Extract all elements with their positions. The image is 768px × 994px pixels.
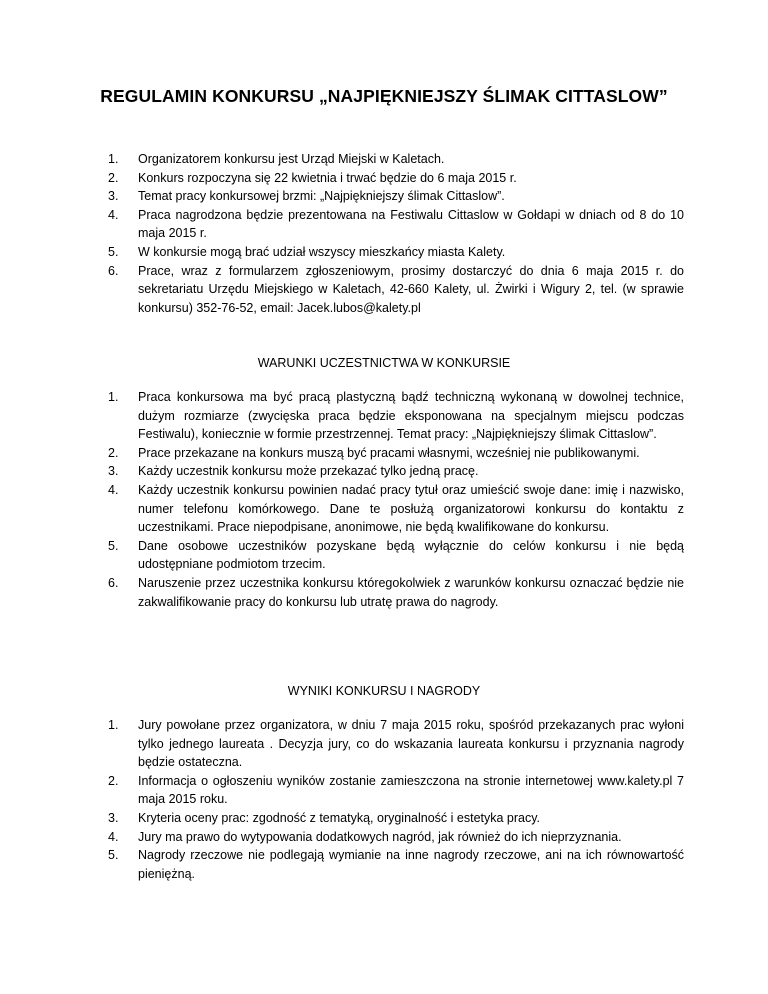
list-item: 3. Kryteria oceny prac: zgodność z tematyką, oryginalność i estetyka pracy.: [108, 810, 541, 825]
list-item: 2. Prace przekazane na konkurs muszą być pracami własnymi, wcześniej nie publikowanymi.: [108, 445, 640, 460]
list-item: 3. Temat pracy konkursowej brzmi: „Najpiękniejszy ślimak Cittaslow”.: [108, 189, 505, 204]
list-item: 1. Jury powołane przez organizatora, w dniu 7 maja 2015 roku, spośród przekazanych prac wyłoni tylko jednego laureata . Decyzja jury, co do wskazania laureata konkursu i przyznania nagrody będzie ostateczna.: [108, 718, 684, 770]
list-item: 3. Każdy uczestnik konkursu może przekazać tylko jedną pracę.: [108, 464, 479, 479]
list-item: 5. Nagrody rzeczowe nie podlegają wymianie na inne nagrody rzeczowe, ani na ich równowartość pieniężną.: [108, 848, 684, 881]
list-item: 4. Praca nagrodzona będzie prezentowana na Festiwalu Cittaslow w Gołdapi w dniach od 8 do 10 maja 2015 r.: [108, 207, 684, 241]
participation-list: [108, 388, 684, 611]
list-item: 1. Organizatorem konkursu jest Urząd Miejski w Kaletach.: [108, 152, 445, 166]
list-item: 1. Praca konkursowa ma być pracą plastyczną bądź techniczną wykonaną w dowolnej technice, dużym rozmiarze (zwycięska praca będzie eksponowana na specjalnym miejscu podczas Festiwalu), koniecznie w formie przestrzennej. Temat pracy: „Najpiękniejszy ślimak Cittaslow”.: [108, 390, 684, 442]
results-list: [108, 716, 684, 883]
list-item: 2. Konkurs rozpoczyna się 22 kwietnia i trwać będzie do 6 maja 2015 r.: [108, 170, 517, 185]
list-item: 4. Każdy uczestnik konkursu powinien nadać pracy tytuł oraz umieścić swoje dane: imię i nazwisko, numer telefonu komórkowego. Dane te posłużą organizatorowi konkursu do kontaktu z uczestnikami. Prace niepodpisane, anonimowe, nie będą kwalifikowane do konkursu.: [108, 482, 684, 535]
rules-list: [108, 150, 684, 317]
list-item: 6. Prace, wraz z formularzem zgłoszeniowym, prosimy dostarczyć do dnia 6 maja 2015 r. do sekretariatu Urzędu Miejskiego w Kaletach, 42-660 Kalety, ul. Żwirki i Wigury 2, tel. (w sprawie konkursu) 352-76-52, email: Jacek.lubos@kalety.pl: [108, 263, 684, 315]
section-heading-participation: WARUNKI UCZESTNICTWA W KONKURSIE: [257, 356, 511, 370]
list-item: 5. Dane osobowe uczestników pozyskane będą wyłącznie do celów konkursu i nie będą udostępniane podmiotom trzecim.: [108, 538, 684, 572]
list-item: 4. Jury ma prawo do wytypowania dodatkowych nagród, jak również do ich nieprzyznania.: [108, 829, 622, 844]
list-item: 6. Naruszenie przez uczestnika konkursu któregokolwiek z warunków konkursu oznaczać będzie nie zakwalifikowanie pracy do konkursu lub utratę prawa do nagrody.: [108, 575, 684, 609]
list-item: 5. W konkursie mogą brać udział wszyscy mieszkańcy miasta Kalety.: [108, 244, 506, 259]
list-item: 2. Informacja o ogłoszeniu wyników zostanie zamieszczona na stronie internetowej www.kalety.pl 7 maja 2015 roku.: [108, 773, 684, 807]
document-title: REGULAMIN KONKURSU „NAJPIĘKNIEJSZY ŚLIMAK CITTASLOW”: [100, 86, 668, 106]
section-heading-results: WYNIKI KONKURSU I NAGRODY: [287, 684, 481, 698]
